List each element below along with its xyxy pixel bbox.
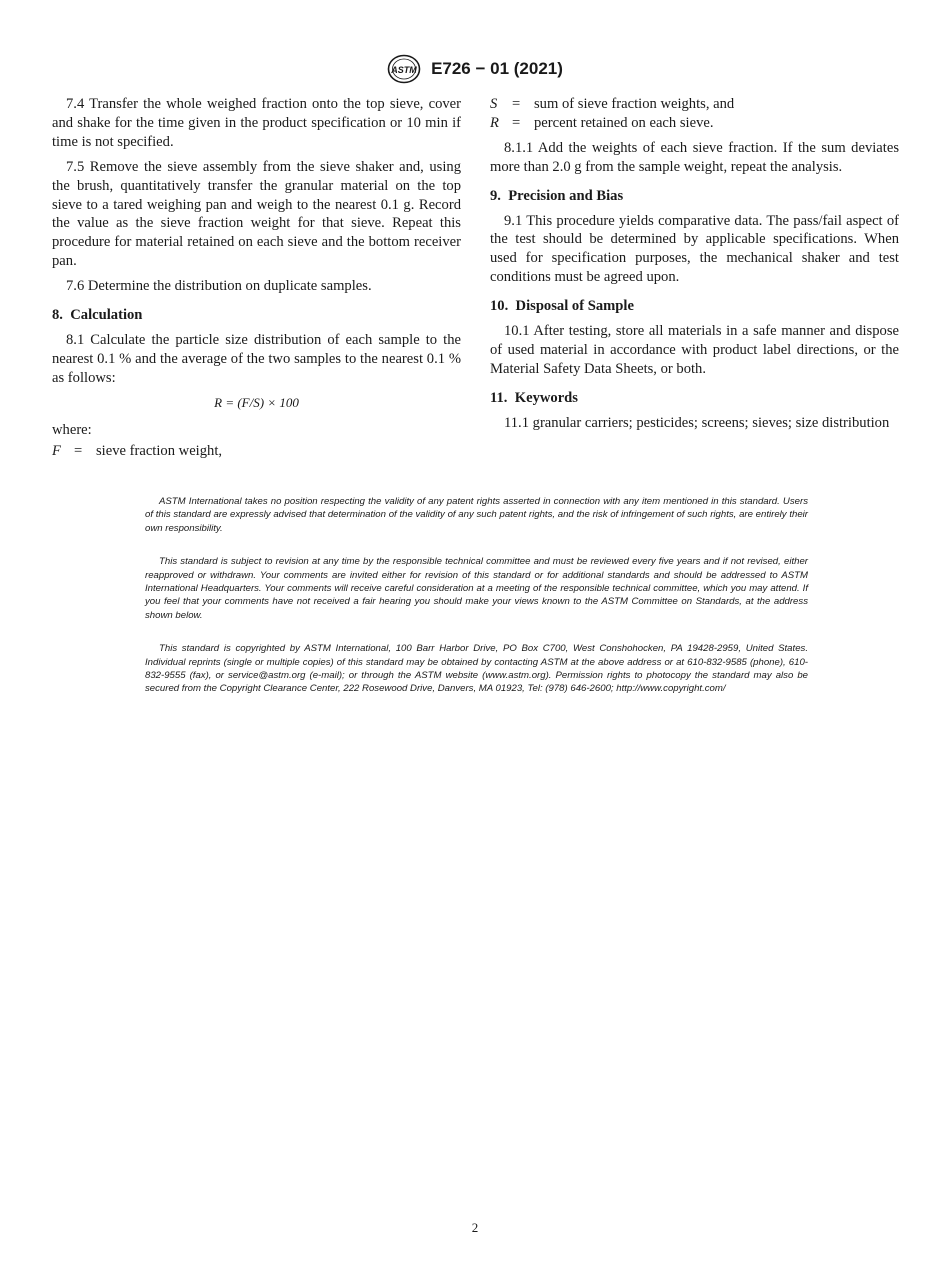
svg-text:ASTM: ASTM [391,65,417,75]
section-8-number: 8. [52,307,63,324]
paragraph-8-1: 8.1 Calculate the particle size distribution of each sample to the nearest 0.1 % and the average of the two samples to the nearest 0.1 % as follows: [52,331,461,386]
page-number: 2 [471,1220,479,1235]
definition-f-symbol: F [52,442,61,459]
standard-designation: E726 − 01 (2021) [431,59,563,78]
legal-notices [145,495,808,716]
section-9-title: Precision and Bias [508,187,624,204]
where-label: where: [52,421,92,438]
definition-f-equals: = [74,442,83,459]
section-8-title: Calculation [70,307,143,324]
section-9-number: 9. [490,187,501,204]
definition-f [52,442,461,461]
paragraph-10-1: 10.1 After testing, store all materials in a safe manner and dispose of used material in accordance with product label directions, or the Material Safety Data Sheets, or both. [490,323,899,377]
paragraph-8-1-1: 8.1.1 Add the weights of each sieve fraction. If the sum deviates more than 2.0 g from the sample weight, repeat the analysis. [490,139,899,175]
paragraph-7-4: 7.4 Transfer the whole weighed fraction onto the top sieve, cover and shake for the time given in the product specification or 10 min if time is not specified. [52,96,461,150]
definition-s-text: sum of sieve fraction weights, and [534,96,735,112]
definition-s [490,95,899,114]
section-10-heading [490,297,899,316]
definition-r-equals: = [512,114,521,131]
page-header [0,54,950,84]
section-11-number: 11. [490,389,508,406]
paragraph-7-6: 7.6 Determine the distribution on duplicate samples. [66,278,372,295]
definition-r-text: percent retained on each sieve. [534,114,714,131]
paragraph-7-5: 7.5 Remove the sieve assembly from the sieve shaker and, using the brush, quantitatively transfer the granular material on the top sieve to a tared weighing pan and weigh to the nearest 0.1 g. Record the value as the sieve fraction weight for that sieve. Repeat this procedure for material retained on each sieve and the bottom receiver pan. [52,158,461,270]
notice-copyright: This standard is copyrighted by ASTM International, 100 Barr Harbor Drive, PO Box C700, West Conshohocken, PA 19428-2959, United States. Individual reprints (single or multiple copies) of this standard may be obtained by contacting ASTM at the above address or at 610-832-9585 (phone), 610-832-9555 (fax), or service@astm.org (e-mail); or through the ASTM website (www.astm.org). Permission rights to photocopy the standard may also be secured from the Copyright Clearance Center, 222 Rosewood Drive, Danvers, MA 01923, Tel: (978) 646-2600; http://www.copyright.com/ [145,643,808,695]
section-11-title: Keywords [514,389,578,406]
section-11-heading [490,389,899,408]
section-8-heading [52,306,461,325]
left-column [52,95,461,460]
section-9-heading [490,187,899,206]
definition-r [490,114,899,133]
paragraph-9-1: 9.1 This procedure yields comparative data. The pass/fail aspect of the test should be determined by applicable specifications. When used for specification purposes, the mechanical shaker and test conditions must be agreed upon. [490,212,899,286]
section-10-title: Disposal of Sample [515,298,634,315]
notice-revision: This standard is subject to revision at any time by the responsible technical committee and must be reviewed every five years and if not revised, either reapproved or withdrawn. Your comments are invited either for revision of this standard or for additional standards and should be addressed to ASTM International Headquarters. Your comments will receive careful consideration at a meeting of the responsible technical committee, which you may attend. If you feel that your comments have not received a fair hearing you should make your views known to the ASTM Committee on Standards, at the address shown below. [145,556,808,621]
definition-f-text: sieve fraction weight, [96,442,223,459]
astm-logo-icon [387,54,421,84]
definition-r-symbol: R [490,114,499,131]
notice-patent: ASTM International takes no position respecting the validity of any patent rights asserted in connection with any item mentioned in this standard. Users of this standard are expressly advised that determination of the validity of any such patent rights, and the risk of infringement of such rights, are entirely their own responsibility. [145,496,808,534]
definition-s-symbol: S [490,96,498,112]
equation: R = (F/S) × 100 [214,394,299,410]
definition-s-equals: = [512,96,521,112]
paragraph-11-1: 11.1 granular carriers; pesticides; screens; sieves; size distribution [504,414,890,431]
right-column [490,95,899,439]
section-10-number: 10. [490,298,509,315]
